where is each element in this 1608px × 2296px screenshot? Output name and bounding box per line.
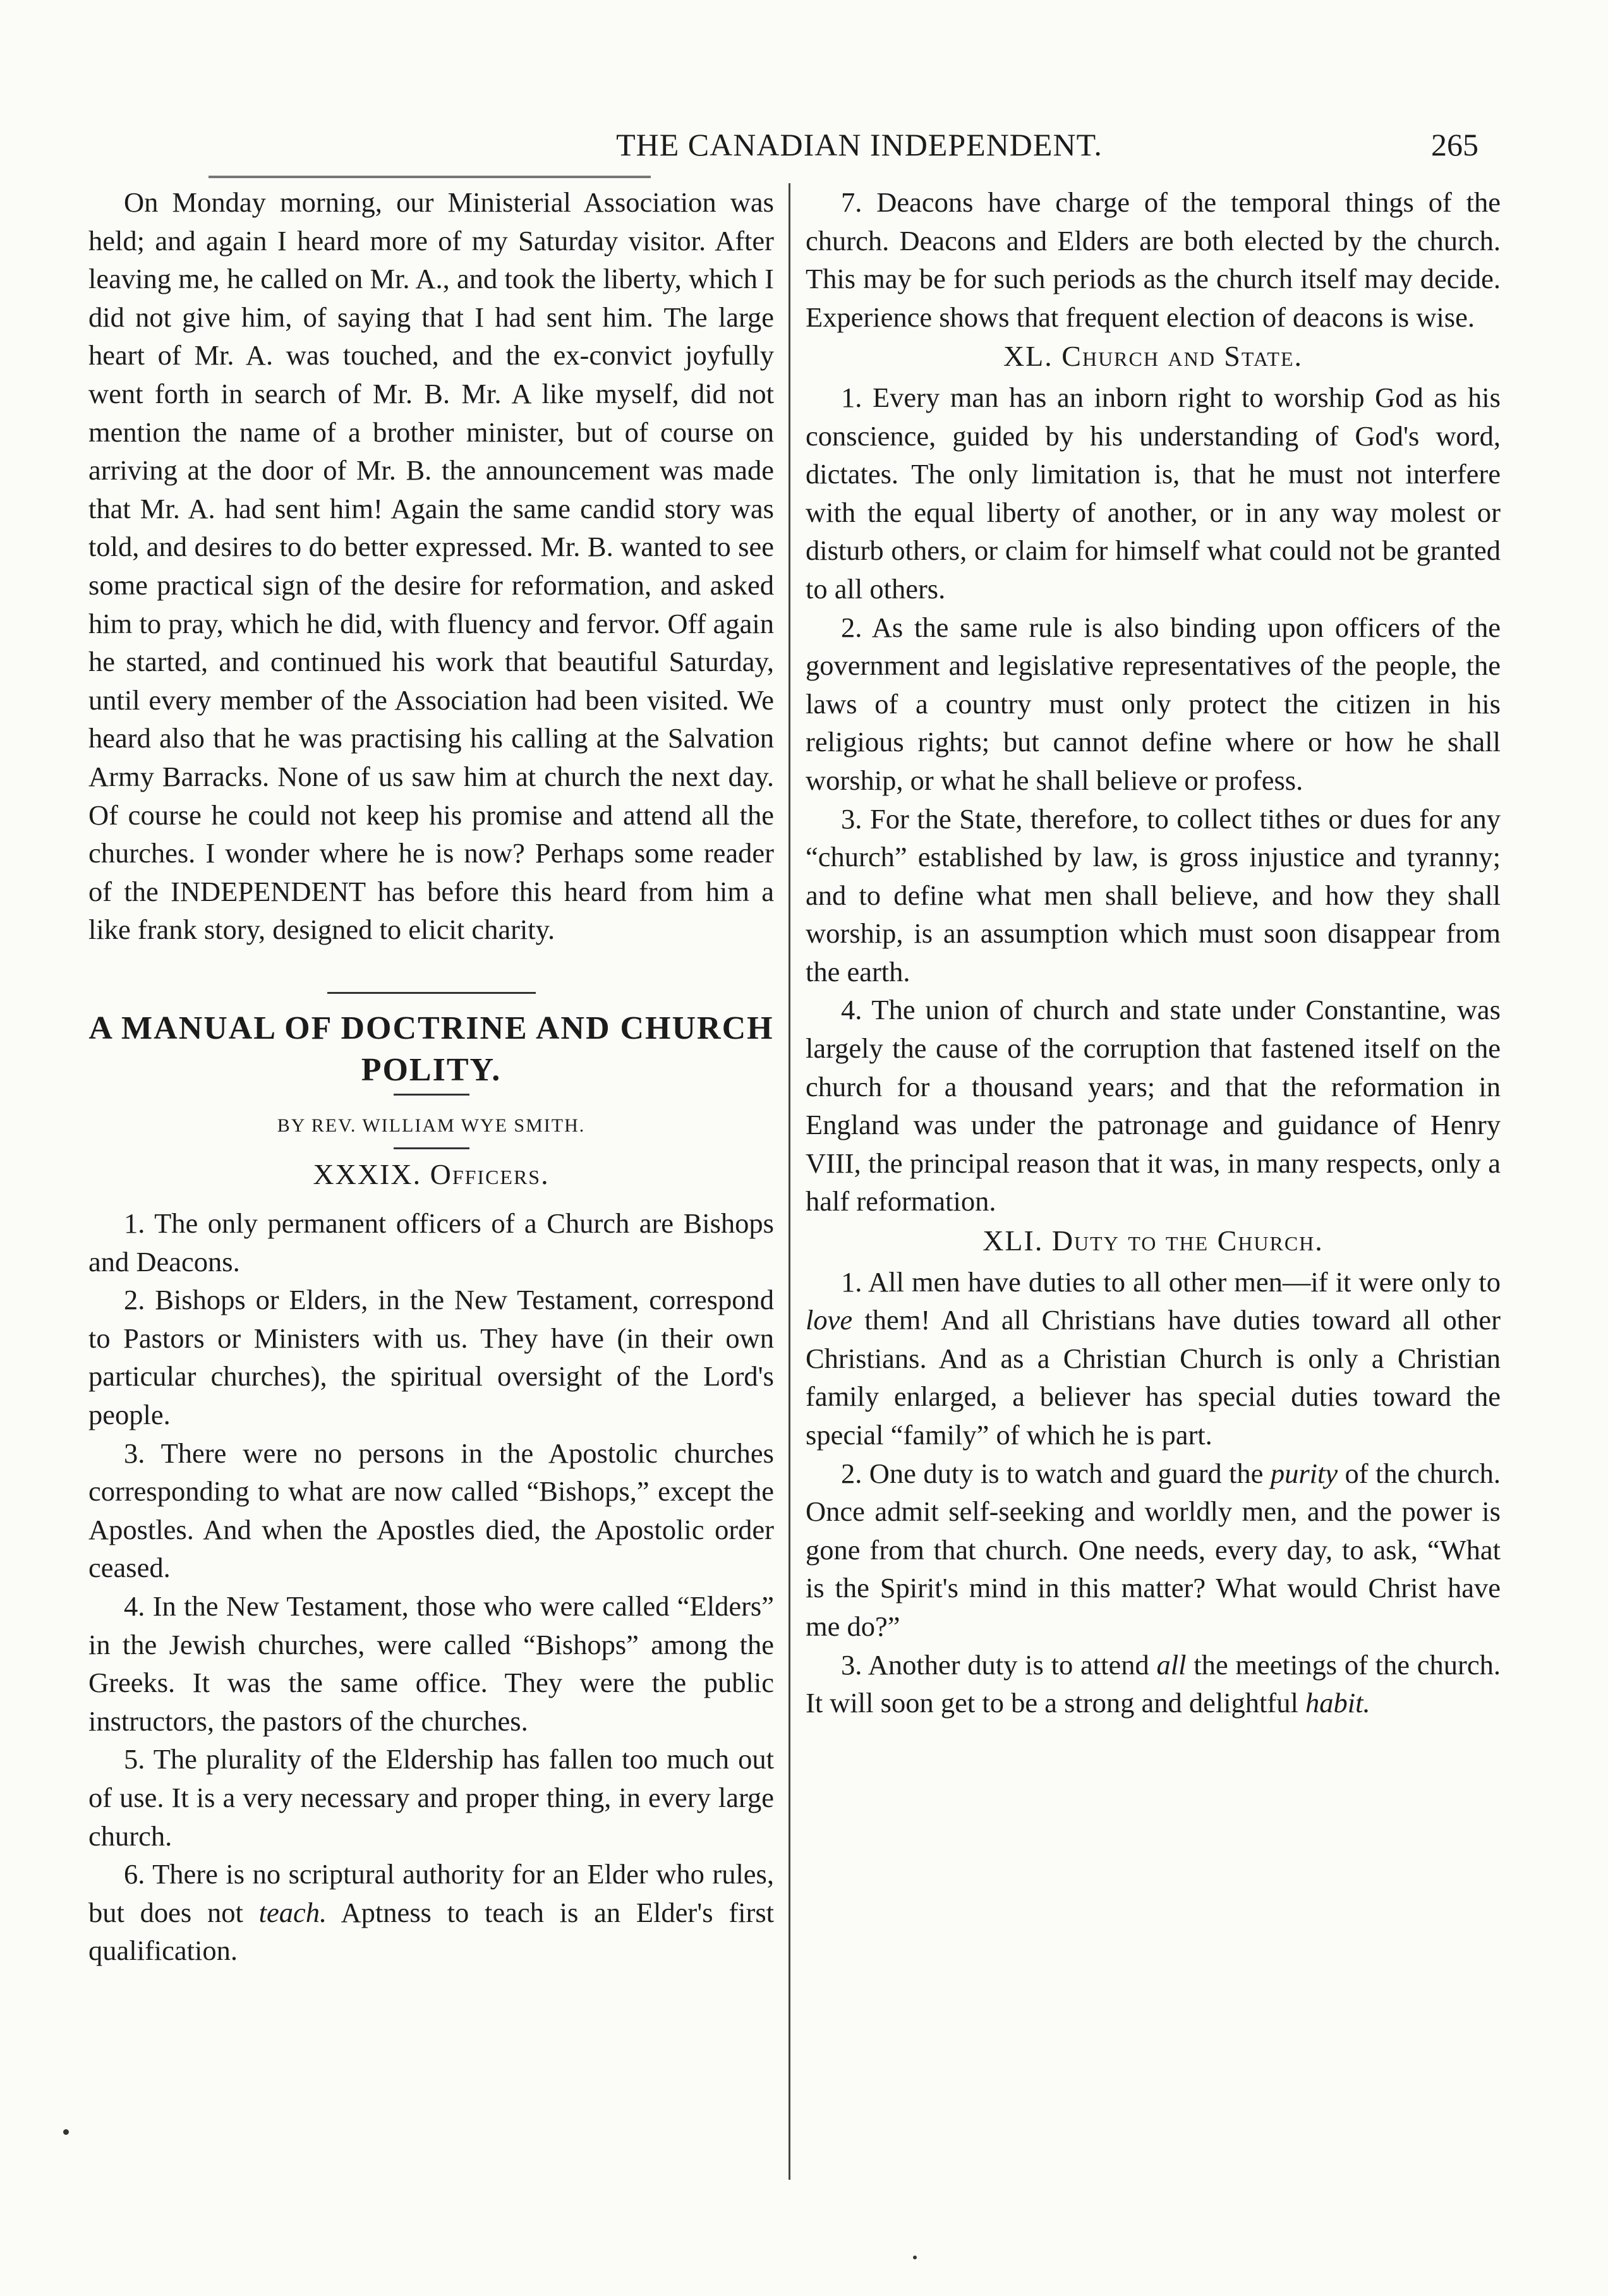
- page-header: [209, 126, 1491, 177]
- paragraph-text: 2. One duty is to watch and guard the: [841, 1457, 1271, 1489]
- officers-paragraph-1: 1. The only permanent officers of a Church are Bishops and Deacons.: [88, 1207, 774, 1278]
- duty-paragraph-1: [806, 1263, 1501, 1454]
- section-numeral: XXXIX.: [313, 1158, 422, 1191]
- officers-paragraph-5: 5. The plurality of the Eldership has fallen too much out of use. It is a very necessary and proper thing, in every large church.: [88, 1743, 774, 1852]
- emphasis-text: purity: [1270, 1457, 1338, 1489]
- header-rule: [209, 176, 651, 178]
- section-heading-officers: [88, 1156, 774, 1194]
- article-separator-rule: [327, 992, 536, 994]
- section-numeral: XLI.: [982, 1224, 1044, 1257]
- byline-underline-rule: [394, 1147, 469, 1149]
- print-speck: [63, 2129, 69, 2135]
- paragraph-text: them! And all Christians have duties toward all other Christians. And as a Christian Church is only a Christian family enlarged, a believer has special duties toward the special “family” of which he is part.: [806, 1304, 1501, 1451]
- print-speck: [913, 2256, 917, 2259]
- section-heading-church-and-state: [806, 337, 1501, 376]
- church-state-paragraph-3: 3. For the State, therefore, to collect tithes or dues for any “church” established by law, is gross injustice and tyranny; and to define what men shall believe, and how they shall worship, is an assumption which must soon disappear from the earth.: [806, 802, 1501, 988]
- section-title: Duty to the Church.: [1051, 1224, 1324, 1257]
- column-divider: [789, 183, 790, 2180]
- officers-paragraph-4: 4. In the New Testament, those who were called “Elders” in the Jewish churches, were called “Bishops” among the Greeks. It was the same office. They were the public instructors, the pastors of the churches.: [88, 1590, 774, 1737]
- continued-story-paragraph: On Monday morning, our Ministerial Association was held; and again I heard more of my Saturday visitor. After leaving me, he called on Mr. A., and took the liberty, which I did not give him, of saying that I had sent him. The large heart of Mr. A. was touched, and the ex-convict joyfully went forth in search of Mr. B. Mr. A like myself, did not mention the name of a brother minister, but of course on arriving at the door of Mr. B. the announcement was made that Mr. A. had sent him! Again the same candid story was told, and desires to do better expressed. Mr. B. wanted to see some practical sign of the desire for reformation, and asked him to pray, which he did, with fluency and fervor. Off again he started, and continued his work that beautiful Saturday, until every member of the Association had been visited. We heard also that he was practising his calling at the Salvation Army Barracks. None of us saw him at church the next day. Of course he could not keep his promise and attend all the churches. I wonder where he is now? Perhaps some reader of the INDEPENDENT has before this heard from him a like frank story, designed to elicit charity.: [88, 186, 774, 946]
- section-numeral: XL.: [1003, 340, 1053, 373]
- running-title: THE CANADIAN INDEPENDENT.: [616, 127, 1103, 162]
- section-title: Officers.: [430, 1158, 550, 1191]
- paragraph-text: the meetings of the church. It will soon get to be a strong and delightful: [806, 1648, 1501, 1719]
- section-title: Church and State.: [1061, 340, 1303, 373]
- duty-paragraph-3: [806, 1646, 1501, 1722]
- officers-paragraph-2: 2. Bishops or Elders, in the New Testament, correspond to Pastors or Ministers with us. They have (in their own particular churches), the spiritual oversight of the Lord's people.: [88, 1284, 774, 1431]
- church-state-paragraph-2: 2. As the same rule is also binding upon officers of the government and legislative representatives of the people, the laws of a country must only protect the citizen in his religious rights; but cannot define where or how he shall worship, or what he shall believe or profess.: [806, 611, 1501, 796]
- paragraph-text: of the church. Once admit self-seeking and worldly men, and the power is gone from that church. One needs, every day, to ask, “What is the Spirit's mind in this matter? What would Christ have me do?”: [806, 1457, 1501, 1642]
- church-state-paragraph-4: 4. The union of church and state under Constantine, was largely the cause of the corruption that fastened itself on the church for a thousand years; and that the reformation in England was under the patronage and guidance of Henry VIII, the principal reason that it was, in many respects, only a half reformation.: [806, 994, 1501, 1217]
- emphasis-text: teach.: [258, 1896, 327, 1928]
- article-title: A MANUAL OF DOCTRINE AND CHURCH POLITY.: [88, 1010, 774, 1088]
- officers-paragraph-3: 3. There were no persons in the Apostolic churches corresponding to what are now called “Bishops,” except the Apostles. And when the Apostles died, the Apostolic order ceased.: [88, 1437, 774, 1584]
- officers-paragraph-7: 7. Deacons have charge of the temporal things of the church. Deacons and Elders are both elected by the church. This may be for such periods as the church itself may decide. Experience shows that frequent election of deacons is wise.: [806, 186, 1501, 333]
- right-column: [806, 183, 1501, 1722]
- title-underline-rule: [394, 1094, 469, 1096]
- officers-paragraph-6: [88, 1855, 774, 1970]
- left-column: [88, 183, 774, 1970]
- article-byline: BY REV. WILLIAM WYE SMITH.: [277, 1115, 586, 1136]
- church-state-paragraph-1: 1. Every man has an inborn right to worship God as his conscience, guided by his understanding of God's word, dictates. The only limitation is, that he must not interfere with the equal liberty of another, or in any way molest or disturb others, or claim for himself what could not be granted to all others.: [806, 381, 1501, 605]
- paragraph-text: 6. There is no scriptural authority for an Elder who rules, but does not: [88, 1858, 774, 1928]
- paragraph-text: Aptness to teach is an Elder's first qualification.: [88, 1896, 775, 1967]
- duty-paragraph-2: [806, 1454, 1501, 1646]
- emphasis-text: all: [1156, 1648, 1187, 1681]
- section-heading-duty-to-church: [806, 1222, 1501, 1260]
- paragraph-text: 3. Another duty is to attend: [841, 1648, 1157, 1681]
- page-number: 265: [1431, 127, 1478, 162]
- emphasis-text: love: [806, 1304, 853, 1336]
- paragraph-text: 1. All men have duties to all other men—if it were only to: [841, 1266, 1501, 1298]
- emphasis-text: habit.: [1305, 1687, 1370, 1719]
